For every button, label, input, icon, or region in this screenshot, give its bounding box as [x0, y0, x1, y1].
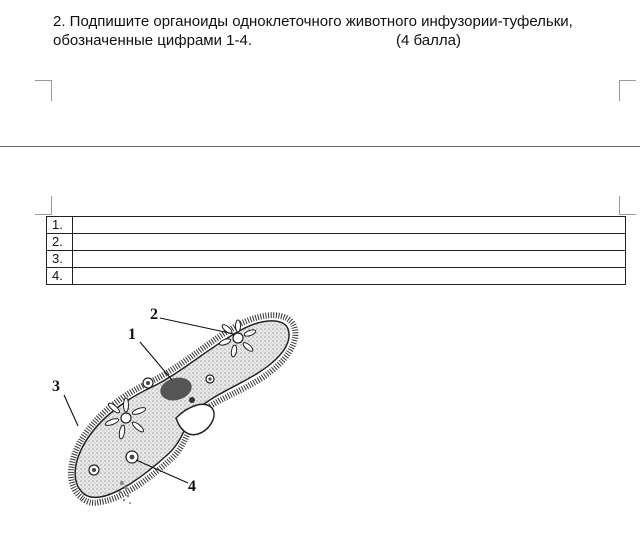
paramecium-drawing [40, 300, 310, 515]
answer-cell[interactable] [73, 234, 626, 251]
answer-row [47, 217, 626, 234]
question-line-1: 2. Подпишите органоиды одноклеточного животного инфузории-туфельки, [53, 13, 573, 30]
margin-corner-top-left [35, 80, 52, 101]
answer-number: 4. [47, 268, 73, 285]
question-line-2 [53, 31, 613, 50]
answer-cell[interactable] [73, 217, 626, 234]
question-line-2-text: обозначенные цифрами 1-4. [53, 32, 252, 49]
margin-corner-top-right [619, 80, 636, 101]
answer-cell[interactable] [73, 251, 626, 268]
margin-corner-bottom-left [35, 196, 52, 215]
question-text [53, 12, 613, 50]
answer-cell[interactable] [73, 268, 626, 285]
label-2: 2 [150, 306, 158, 323]
page-break-line [0, 146, 640, 147]
answer-row [47, 268, 626, 285]
answer-number: 3. [47, 251, 73, 268]
answer-row [47, 234, 626, 251]
cell-body [75, 321, 289, 498]
answer-number: 1. [47, 217, 73, 234]
paramecium-figure [40, 300, 310, 515]
answer-number: 2. [47, 234, 73, 251]
label-3: 3 [52, 378, 60, 395]
answer-row [47, 251, 626, 268]
micronucleus [189, 397, 195, 403]
margin-corner-bottom-right [619, 196, 636, 215]
label-1: 1 [128, 326, 136, 343]
answer-table [46, 216, 626, 285]
question-points: (4 балла) [396, 32, 461, 49]
label-4: 4 [188, 478, 196, 495]
